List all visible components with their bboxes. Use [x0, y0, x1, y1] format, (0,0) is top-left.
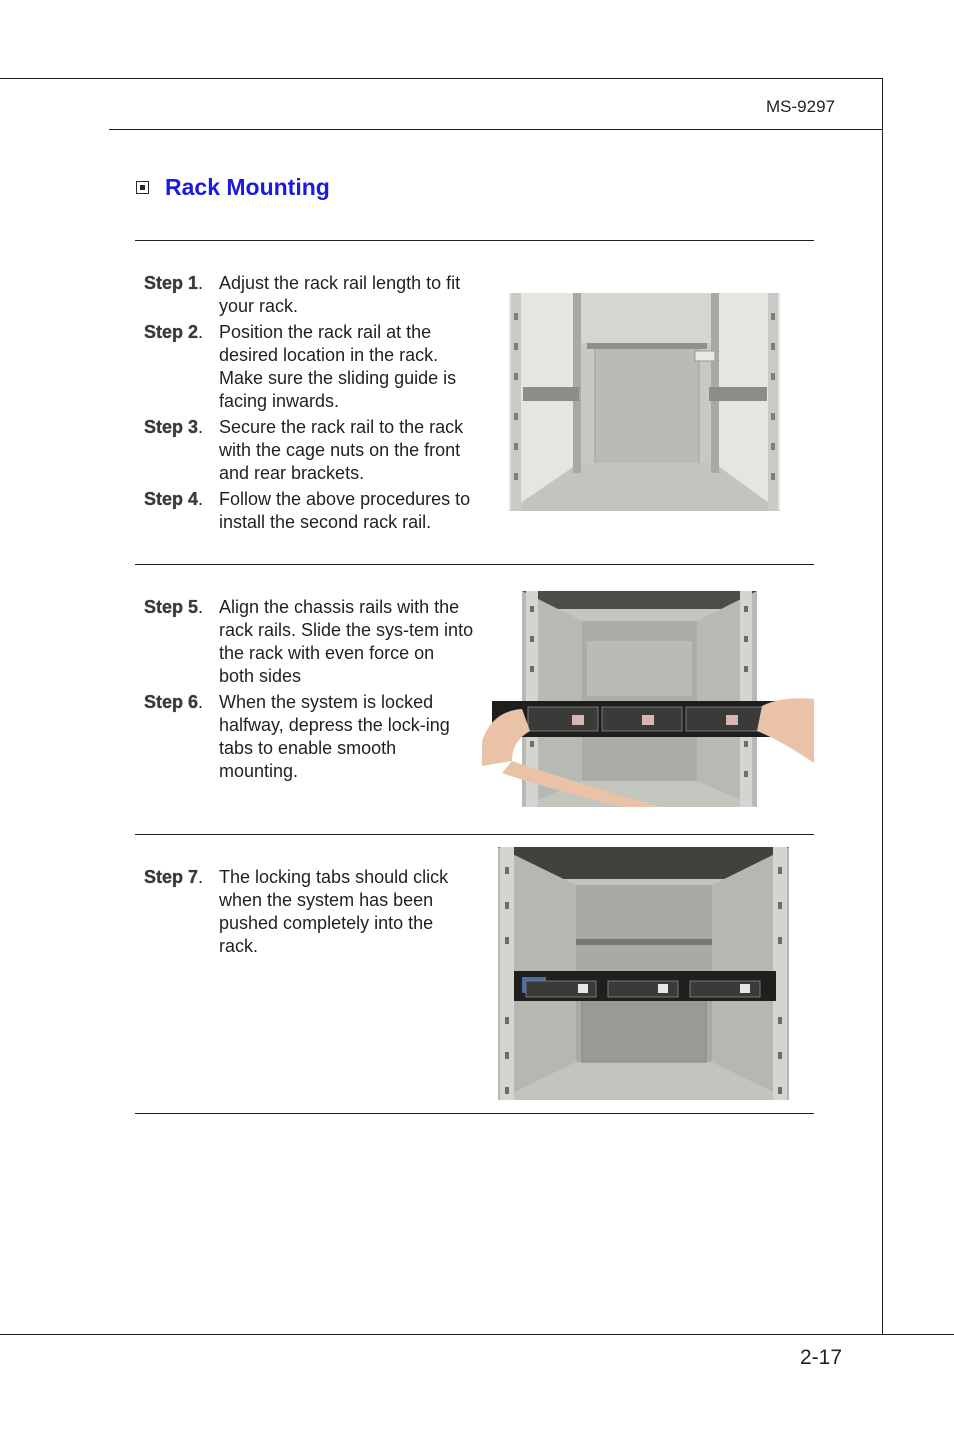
page-right-border: [882, 78, 883, 1335]
step-item: Step 2. Position the rack rail at the desired location in the rack. Make sure the sliding guide is facing inwards.: [144, 321, 474, 413]
steps-group-rail-install: [144, 272, 474, 537]
step-text: When the system is locked halfway, depress the lock-ing tabs to enable smooth mounting.: [219, 692, 450, 781]
step-item: Step 4. Follow the above procedures to install the second rack rail.: [144, 488, 474, 534]
step-item: Step 7. The locking tabs should click when the system has been pushed completely into the rack.: [144, 866, 474, 958]
footer-rule: [0, 1334, 954, 1335]
step-label: Step 2: [144, 322, 199, 342]
steps-group-slide-in: [144, 596, 474, 786]
step-text: Secure the rack rail to the rack with the cage nuts on the front and rear brackets.: [219, 417, 464, 483]
system-locked-in-rack-photo: [498, 847, 789, 1100]
chassis-slide-in-photo: [482, 591, 814, 807]
step-text: Adjust the rack rail length to fit your rack.: [219, 273, 461, 316]
step-label: Step 5: [144, 597, 199, 617]
step-text: Position the rack rail at the desired location in the rack. Make sure the sliding guide is facing inwards.: [219, 322, 457, 411]
header-rule-bottom: [109, 129, 883, 130]
step-item: Step 6. When the system is locked halfway, depress the lock-ing tabs to enable smooth mounting.: [144, 691, 474, 783]
steps-group-lock: [144, 866, 474, 961]
step-label: Step 1: [144, 273, 199, 293]
rack-rail-photo: [509, 293, 780, 511]
section-heading: [136, 174, 330, 201]
model-number: MS-9297: [766, 97, 835, 116]
table-rule: [135, 1113, 814, 1114]
table-rule: [135, 240, 814, 241]
step-text: Follow the above procedures to install the second rack rail.: [219, 489, 471, 532]
step-text: Align the chassis rails with the rack rails. Slide the sys-tem into the rack with even force on both sides: [219, 597, 474, 686]
step-item: Step 1. Adjust the rack rail length to fit your rack.: [144, 272, 474, 318]
step-item: Step 5. Align the chassis rails with the rack rails. Slide the sys-tem into the rack with even force on both sides: [144, 597, 474, 686]
section-title: Rack Mounting: [165, 174, 330, 200]
table-rule: [135, 834, 814, 835]
step-label: Step 3: [144, 417, 199, 437]
table-rule: [135, 564, 814, 565]
page-number: 2-17: [800, 1346, 843, 1369]
step-label: Step 6: [144, 692, 199, 712]
step-label: Step 4: [144, 489, 199, 509]
boxed-square-icon: [136, 181, 149, 194]
header-rule-top: [0, 78, 883, 79]
step-label: Step 7: [144, 867, 199, 887]
step-item: Step 3. Secure the rack rail to the rack with the cage nuts on the front and rear brackets.: [144, 416, 474, 485]
step-text: The locking tabs should click when the system has been pushed completely into the rack.: [219, 867, 449, 956]
